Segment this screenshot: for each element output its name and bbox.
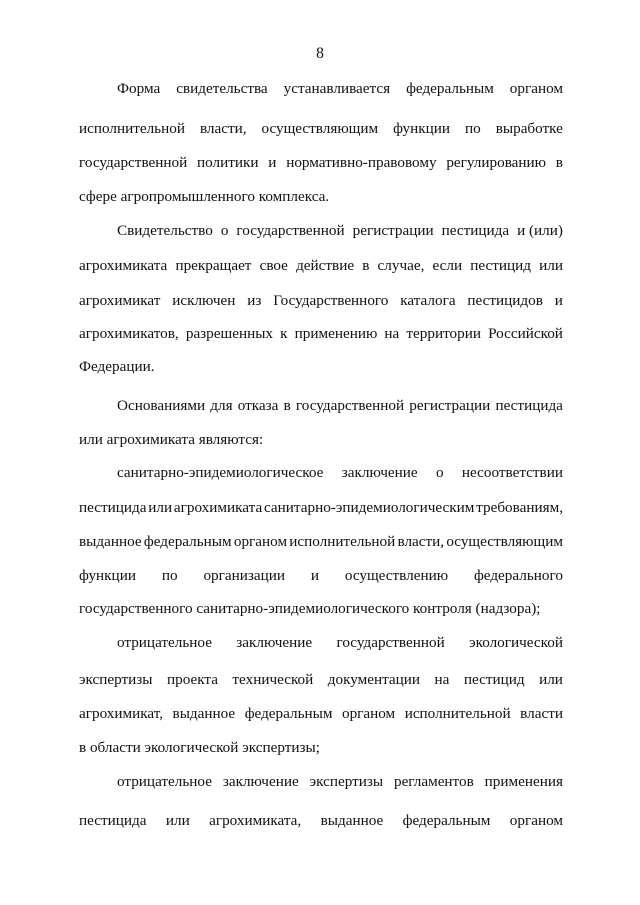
word: несоответствии	[461, 464, 563, 481]
text-line	[117, 80, 563, 98]
word: осуществляющим	[446, 533, 563, 550]
text-line	[79, 499, 563, 517]
word: экспертизы	[309, 773, 384, 790]
text-line	[79, 705, 563, 723]
word: пестицид	[470, 257, 531, 274]
word: агрохимиката	[79, 257, 168, 274]
word: по	[465, 120, 481, 137]
word: регистрации	[409, 397, 491, 414]
word: агрохимикат,	[79, 705, 164, 722]
word: экологической	[469, 634, 563, 651]
word: каталога	[400, 292, 456, 309]
word: территории	[406, 325, 481, 342]
word: заключение	[236, 634, 313, 651]
word: и (или)	[517, 222, 563, 239]
word: власти	[520, 705, 563, 722]
word: государственной	[336, 634, 445, 651]
word: устанавливается	[283, 80, 391, 97]
word: требованиям,	[476, 499, 563, 516]
word: регулированию	[446, 154, 547, 171]
text-line: в области экологической экспертизы;	[79, 739, 320, 756]
page-number: 8	[316, 45, 324, 62]
word: пестицида	[495, 397, 563, 414]
word: случае,	[377, 257, 425, 274]
word: проекта	[166, 671, 218, 688]
word: свое	[259, 257, 288, 274]
word: организации	[203, 567, 285, 584]
word: пестицид	[463, 671, 525, 688]
word: если	[432, 257, 463, 274]
text-line	[79, 567, 563, 585]
word: органом	[341, 705, 396, 722]
text-line: или агрохимиката являются:	[79, 431, 264, 448]
word: свидетельства	[176, 80, 268, 97]
word: выработке	[495, 120, 563, 137]
word: пестицида	[441, 222, 510, 239]
word: политики	[197, 154, 259, 171]
text-line	[79, 257, 563, 275]
word: регламентов	[393, 773, 474, 790]
word: на	[434, 671, 450, 688]
word: власти,	[199, 120, 247, 137]
word: пестицида	[79, 499, 147, 516]
word: пестицида	[79, 812, 147, 829]
word: применению	[294, 325, 378, 342]
word: государственной	[236, 222, 345, 239]
word: о	[435, 464, 444, 481]
word: отрицательное	[117, 773, 212, 790]
word: прекращает	[175, 257, 252, 274]
word: органом	[233, 533, 288, 550]
word: или	[148, 499, 173, 516]
text-line: Федерации.	[79, 358, 155, 375]
word: федеральным	[402, 812, 491, 829]
word: федеральным	[143, 533, 232, 550]
text-line	[79, 533, 563, 551]
word: действие	[296, 257, 355, 274]
word: и	[310, 567, 319, 584]
word: разрешенных	[185, 325, 274, 342]
word: агрохимиката	[173, 499, 263, 516]
word: власти,	[397, 533, 445, 550]
word: исполнительной	[404, 705, 511, 722]
word: государственной	[295, 397, 405, 414]
word: исполнительной	[289, 533, 396, 550]
word: отрицательное	[117, 634, 212, 651]
word: санитарно-эпидемиологическое	[117, 464, 324, 481]
word: Государственного	[273, 292, 389, 309]
text-line	[117, 634, 563, 652]
word: Российской	[488, 325, 563, 342]
word: санитарно-эпидемиологическим	[263, 499, 475, 516]
word: федерального	[473, 567, 563, 584]
word: о	[220, 222, 229, 239]
word: к	[280, 325, 288, 342]
word: функции	[393, 120, 451, 137]
text-line	[117, 397, 563, 415]
word: и	[554, 292, 563, 309]
text-line: государственного санитарно-эпидемиологического контроля (надзора);	[79, 600, 541, 617]
word: отказа	[237, 397, 279, 414]
word: экспертизы	[79, 671, 153, 688]
word: регистрации	[352, 222, 434, 239]
word: или	[539, 257, 563, 274]
word: или	[165, 812, 190, 829]
text-line	[117, 222, 563, 240]
word: органом	[509, 812, 563, 829]
word: агрохимикат	[79, 292, 161, 309]
word: выданное	[79, 533, 142, 550]
text-line	[79, 671, 563, 689]
text-line	[117, 773, 563, 791]
word: документации	[327, 671, 421, 688]
word: Свидетельство	[117, 222, 213, 239]
word: и	[268, 154, 277, 171]
text-line	[79, 154, 563, 172]
text-line	[79, 292, 563, 310]
text-line	[79, 812, 563, 830]
word: выданное	[172, 705, 236, 722]
word: исполнительной	[79, 120, 185, 137]
word: в	[283, 397, 291, 414]
word: федеральным	[244, 705, 333, 722]
word: осуществлению	[344, 567, 449, 584]
word: федеральным	[406, 80, 494, 97]
word: технической	[232, 671, 314, 688]
word: функции	[79, 567, 136, 584]
word: применения	[484, 773, 563, 790]
word: органом	[509, 80, 563, 97]
text-line: сфере агропромышленного комплекса.	[79, 188, 330, 205]
word: государственной	[79, 154, 188, 171]
word: выданное	[320, 812, 384, 829]
word: в	[555, 154, 563, 171]
word: или	[539, 671, 563, 688]
word: на	[384, 325, 400, 342]
word: Основаниями	[117, 397, 206, 414]
text-line	[79, 120, 563, 138]
word: нормативно-правовому	[286, 154, 437, 171]
word: из	[247, 292, 262, 309]
text-line	[79, 325, 563, 343]
word: заключение	[222, 773, 299, 790]
word: заключение	[341, 464, 418, 481]
word: пестицидов	[467, 292, 543, 309]
word: агрохимикатов,	[79, 325, 179, 342]
word: исключен	[172, 292, 236, 309]
word: по	[161, 567, 178, 584]
word: Форма	[117, 80, 161, 97]
word: для	[210, 397, 233, 414]
word: в	[362, 257, 370, 274]
text-line	[117, 464, 563, 482]
word: осуществляющим	[261, 120, 379, 137]
word: агрохимиката,	[209, 812, 302, 829]
